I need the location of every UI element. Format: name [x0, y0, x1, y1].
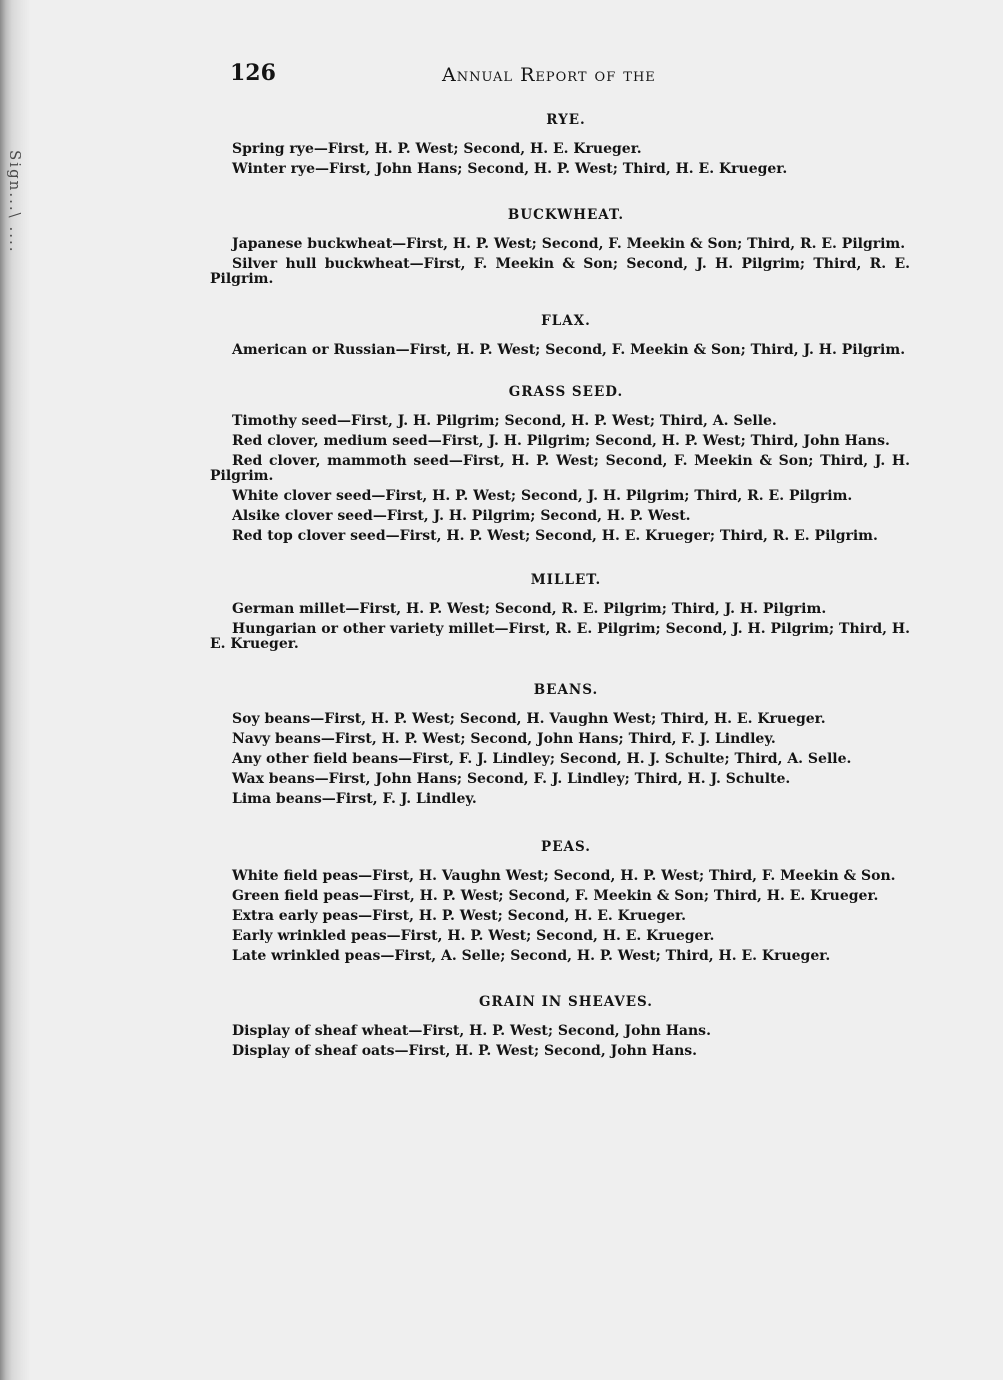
- page-number: 126: [230, 60, 276, 86]
- award-entry: Navy beans—First, H. P. West; Second, John Hans; Third, F. J. Lindley.: [232, 731, 776, 747]
- award-sections: [210, 112, 910, 1059]
- award-entry: Alsike clover seed—First, J. H. Pilgrim; Second, H. P. West.: [232, 508, 691, 524]
- award-entry: Timothy seed—First, J. H. Pilgrim; Second, H. P. West; Third, A. Selle.: [232, 413, 777, 429]
- award-section: [210, 313, 910, 358]
- section-heading: BEANS.: [533, 682, 599, 698]
- award-section: [210, 994, 910, 1059]
- running-head: [210, 58, 910, 94]
- award-section: [210, 112, 910, 177]
- section-heading: BUCKWHEAT.: [507, 207, 625, 223]
- award-section: [210, 839, 910, 964]
- document-page: [210, 58, 910, 1064]
- award-list: [210, 712, 910, 807]
- section-heading: RYE.: [546, 112, 586, 128]
- award-entry: American or Russian—First, H. P. West; Second, F. Meekin & Son; Third, J. H. Pilgrim.: [232, 342, 906, 358]
- award-entry: Lima beans—First, F. J. Lindley.: [232, 791, 477, 807]
- section-heading: GRAIN IN SHEAVES.: [479, 994, 653, 1010]
- award-section: [210, 572, 910, 652]
- section-heading: PEAS.: [541, 839, 591, 855]
- award-entry: Winter rye—First, John Hans; Second, H. P. West; Third, H. E. Krueger.: [232, 161, 788, 177]
- award-entry: Hungarian or other variety millet—First, R. E. Pilgrim; Second, J. H. Pilgrim; Third, H. E. Krueger.: [210, 621, 910, 652]
- award-entry: Extra early peas—First, H. P. West; Second, H. E. Krueger.: [232, 908, 686, 924]
- award-entry: Red clover, mammoth seed—First, H. P. West; Second, F. Meekin & Son; Third, J. H. Pilgrim.: [210, 453, 910, 484]
- award-entry: Wax beans—First, John Hans; Second, F. J. Lindley; Third, H. J. Schulte.: [232, 771, 791, 787]
- award-entry: Display of sheaf oats—First, H. P. West; Second, John Hans.: [232, 1043, 698, 1059]
- award-entry: Green field peas—First, H. P. West; Second, F. Meekin & Son; Third, H. E. Krueger.: [232, 888, 879, 904]
- award-list: [210, 869, 910, 964]
- binding-margin-text: Sign...\ ....: [6, 150, 24, 254]
- award-entry: Late wrinkled peas—First, A. Selle; Second, H. P. West; Third, H. E. Krueger.: [232, 948, 831, 964]
- award-list: [210, 142, 910, 177]
- award-entry: Japanese buckwheat—First, H. P. West; Second, F. Meekin & Son; Third, R. E. Pilgrim.: [232, 236, 906, 252]
- award-list: [210, 343, 910, 358]
- award-section: [210, 207, 910, 287]
- award-section: [210, 682, 910, 807]
- award-entry: Red top clover seed—First, H. P. West; Second, H. E. Krueger; Third, R. E. Pilgrim.: [232, 528, 878, 544]
- award-list: [210, 1024, 910, 1059]
- award-section: [210, 384, 910, 544]
- book-binding-edge: [0, 0, 30, 1380]
- award-entry: Any other field beans—First, F. J. Lindley; Second, H. J. Schulte; Third, A. Selle.: [232, 751, 852, 767]
- award-entry: Silver hull buckwheat—First, F. Meekin & Son; Second, J. H. Pilgrim; Third, R. E. Pilgrim.: [210, 256, 910, 287]
- award-entry: Display of sheaf wheat—First, H. P. West; Second, John Hans.: [232, 1023, 711, 1039]
- award-entry: Early wrinkled peas—First, H. P. West; Second, H. E. Krueger.: [232, 928, 715, 944]
- award-entry: Spring rye—First, H. P. West; Second, H. E. Krueger.: [232, 141, 642, 157]
- section-heading: FLAX.: [541, 313, 591, 329]
- award-entry: German millet—First, H. P. West; Second, R. E. Pilgrim; Third, J. H. Pilgrim.: [232, 601, 827, 617]
- award-list: [210, 414, 910, 544]
- section-heading: MILLET.: [530, 572, 602, 588]
- award-entry: Soy beans—First, H. P. West; Second, H. Vaughn West; Third, H. E. Krueger.: [232, 711, 826, 727]
- section-heading: GRASS SEED.: [508, 384, 624, 400]
- running-title: Annual Report of the: [442, 64, 656, 86]
- award-list: [210, 602, 910, 652]
- award-entry: White clover seed—First, H. P. West; Second, J. H. Pilgrim; Third, R. E. Pilgrim.: [232, 488, 853, 504]
- award-entry: White field peas—First, H. Vaughn West; Second, H. P. West; Third, F. Meekin & Son.: [232, 868, 896, 884]
- award-list: [210, 237, 910, 287]
- award-entry: Red clover, medium seed—First, J. H. Pilgrim; Second, H. P. West; Third, John Hans.: [232, 433, 890, 449]
